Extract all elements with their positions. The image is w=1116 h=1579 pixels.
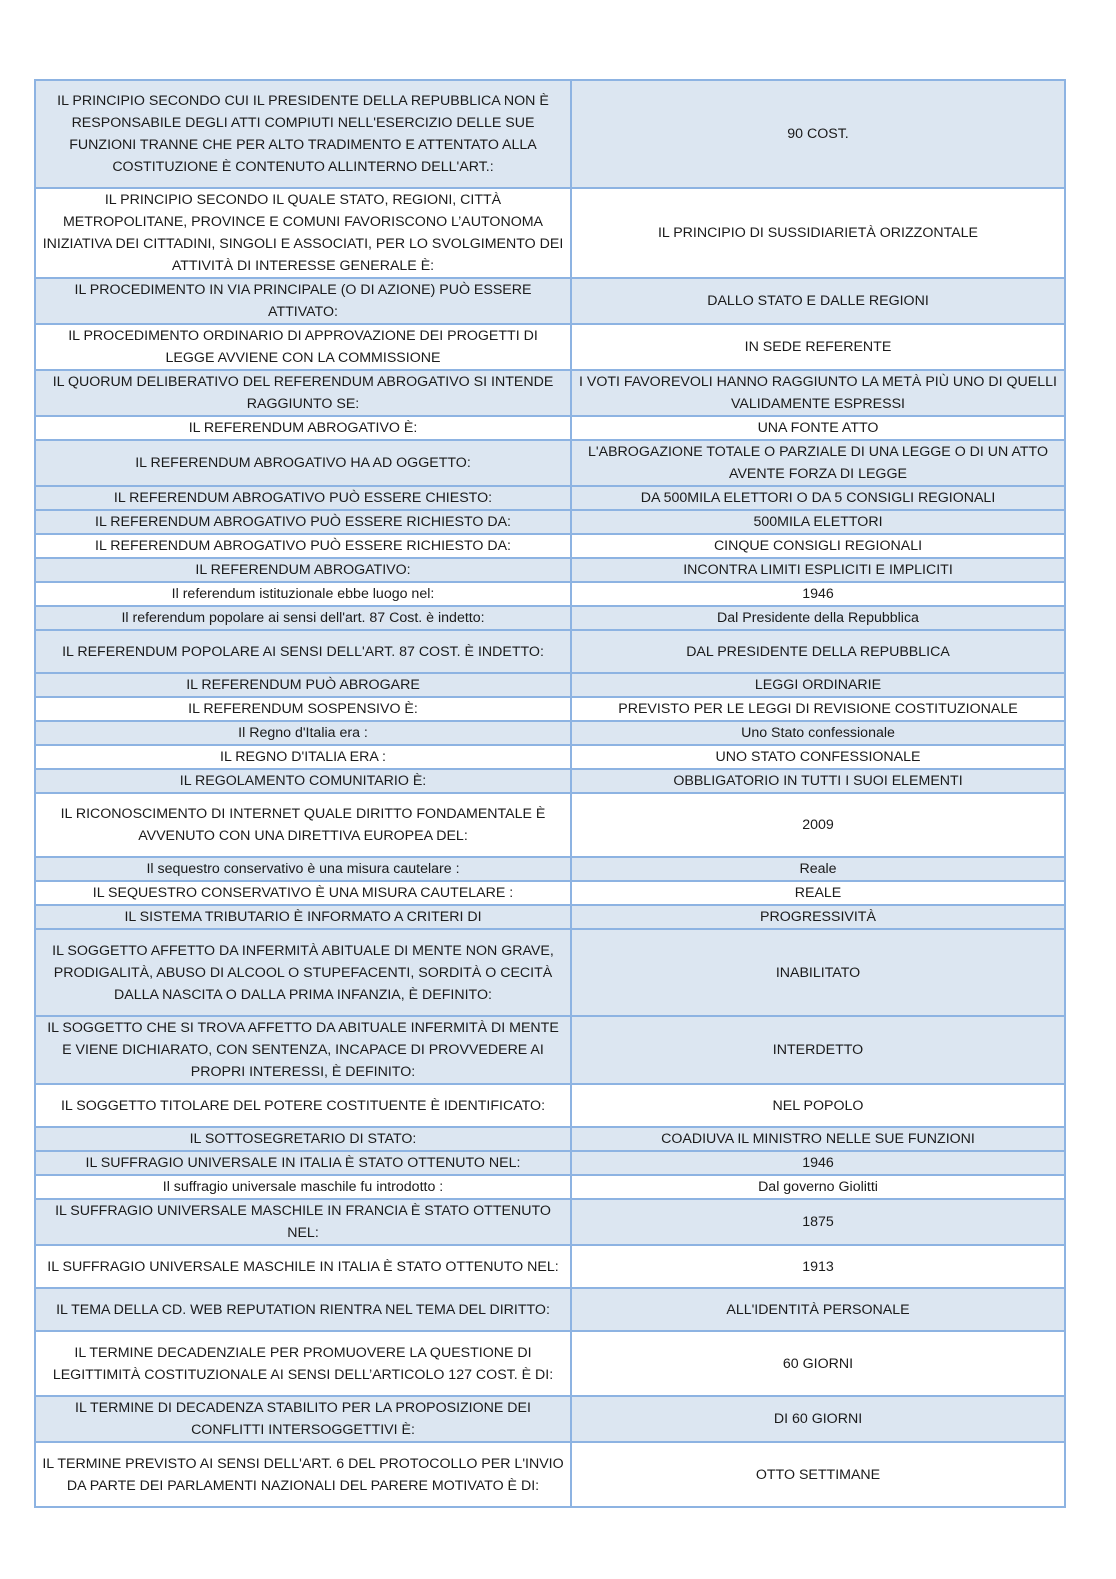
- table-row: [35, 1151, 1065, 1175]
- table-row: [35, 1396, 1065, 1442]
- question-cell: IL REFERENDUM ABROGATIVO PUÒ ESSERE CHIESTO:: [35, 486, 571, 510]
- question-cell: IL REFERENDUM ABROGATIVO È:: [35, 416, 571, 440]
- table-row: [35, 793, 1065, 857]
- table-row: [35, 857, 1065, 881]
- question-cell: IL REFERENDUM PUÒ ABROGARE: [35, 673, 571, 697]
- table-row: [35, 881, 1065, 905]
- answer-cell: 90 COST.: [571, 80, 1065, 188]
- table-row: [35, 416, 1065, 440]
- answer-cell: L'ABROGAZIONE TOTALE O PARZIALE DI UNA LEGGE O DI UN ATTO AVENTE FORZA DI LEGGE: [571, 440, 1065, 486]
- question-cell: IL SUFFRAGIO UNIVERSALE MASCHILE IN FRANCIA È STATO OTTENUTO NEL:: [35, 1199, 571, 1245]
- answer-cell: OBBLIGATORIO IN TUTTI I SUOI ELEMENTI: [571, 769, 1065, 793]
- table-row: [35, 534, 1065, 558]
- answer-cell: REALE: [571, 881, 1065, 905]
- answer-cell: IL PRINCIPIO DI SUSSIDIARIETÀ ORIZZONTALE: [571, 188, 1065, 278]
- answer-cell: 60 GIORNI: [571, 1331, 1065, 1396]
- table-row: [35, 558, 1065, 582]
- table-row: [35, 929, 1065, 1016]
- question-cell: IL REGNO D'ITALIA ERA :: [35, 745, 571, 769]
- table-row: [35, 324, 1065, 370]
- answer-cell: 500MILA ELETTORI: [571, 510, 1065, 534]
- answer-cell: INTERDETTO: [571, 1016, 1065, 1084]
- question-cell: IL PROCEDIMENTO IN VIA PRINCIPALE (O DI AZIONE) PUÒ ESSERE ATTIVATO:: [35, 278, 571, 324]
- question-cell: IL REFERENDUM ABROGATIVO:: [35, 558, 571, 582]
- answer-cell: COADIUVA IL MINISTRO NELLE SUE FUNZIONI: [571, 1127, 1065, 1151]
- answer-cell: Dal governo Giolitti: [571, 1175, 1065, 1199]
- answer-cell: DALLO STATO E DALLE REGIONI: [571, 278, 1065, 324]
- table-row: [35, 1084, 1065, 1127]
- question-cell: IL SOGGETTO AFFETTO DA INFERMITÀ ABITUALE DI MENTE NON GRAVE, PRODIGALITÀ, ABUSO DI ALCOOL O STUPEFACENTI, SORDITÀ O CECITÀ DALLA NASCITA O DALLA PRIMA INFANZIA, È DEFINITO:: [35, 929, 571, 1016]
- answer-cell: Dal Presidente della Repubblica: [571, 606, 1065, 630]
- answer-cell: NEL POPOLO: [571, 1084, 1065, 1127]
- question-cell: IL REFERENDUM ABROGATIVO HA AD OGGETTO:: [35, 440, 571, 486]
- answer-cell: Reale: [571, 857, 1065, 881]
- question-cell: IL PROCEDIMENTO ORDINARIO DI APPROVAZIONE DEI PROGETTI DI LEGGE AVVIENE CON LA COMMISSIONE: [35, 324, 571, 370]
- qa-table: [34, 79, 1066, 1508]
- table-row: [35, 1127, 1065, 1151]
- question-cell: IL TERMINE DI DECADENZA STABILITO PER LA PROPOSIZIONE DEI CONFLITTI INTERSOGGETTIVI È:: [35, 1396, 571, 1442]
- question-cell: IL REFERENDUM ABROGATIVO PUÒ ESSERE RICHIESTO DA:: [35, 534, 571, 558]
- question-cell: Il sequestro conservativo è una misura cautelare :: [35, 857, 571, 881]
- question-cell: IL SOGGETTO CHE SI TROVA AFFETTO DA ABITUALE INFERMITÀ DI MENTE E VIENE DICHIARATO, CON SENTENZA, INCAPACE DI PROVVEDERE AI PROPRI INTERESSI, È DEFINITO:: [35, 1016, 571, 1084]
- answer-cell: DI 60 GIORNI: [571, 1396, 1065, 1442]
- question-cell: IL RICONOSCIMENTO DI INTERNET QUALE DIRITTO FONDAMENTALE È AVVENUTO CON UNA DIRETTIVA EUROPEA DEL:: [35, 793, 571, 857]
- table-row: [35, 745, 1065, 769]
- table-row: [35, 1245, 1065, 1288]
- table-row: [35, 1288, 1065, 1331]
- table-row: [35, 769, 1065, 793]
- question-cell: IL PRINCIPIO SECONDO IL QUALE STATO, REGIONI, CITTÀ METROPOLITANE, PROVINCE E COMUNI FAVORISCONO L’AUTONOMA INIZIATIVA DEI CITTADINI, SINGOLI E ASSOCIATI, PER LO SVOLGIMENTO DEI ATTIVITÀ DI INTERESSE GENERALE È:: [35, 188, 571, 278]
- question-cell: IL TERMINE PREVISTO AI SENSI DELL'ART. 6 DEL PROTOCOLLO PER L'INVIO DA PARTE DEI PARLAMENTI NAZIONALI DEL PARERE MOTIVATO È DI:: [35, 1442, 571, 1507]
- question-cell: IL REFERENDUM ABROGATIVO PUÒ ESSERE RICHIESTO DA:: [35, 510, 571, 534]
- table-row: [35, 278, 1065, 324]
- answer-cell: INABILITATO: [571, 929, 1065, 1016]
- answer-cell: 2009: [571, 793, 1065, 857]
- answer-cell: 1913: [571, 1245, 1065, 1288]
- answer-cell: UNO STATO CONFESSIONALE: [571, 745, 1065, 769]
- answer-cell: INCONTRA LIMITI ESPLICITI E IMPLICITI: [571, 558, 1065, 582]
- question-cell: IL QUORUM DELIBERATIVO DEL REFERENDUM ABROGATIVO SI INTENDE RAGGIUNTO SE:: [35, 370, 571, 416]
- answer-cell: 1946: [571, 582, 1065, 606]
- question-cell: IL SEQUESTRO CONSERVATIVO È UNA MISURA CAUTELARE :: [35, 881, 571, 905]
- question-cell: IL REGOLAMENTO COMUNITARIO È:: [35, 769, 571, 793]
- answer-cell: PROGRESSIVITÀ: [571, 905, 1065, 929]
- table-row: [35, 905, 1065, 929]
- table-row: [35, 1331, 1065, 1396]
- question-cell: Il referendum istituzionale ebbe luogo nel:: [35, 582, 571, 606]
- answer-cell: CINQUE CONSIGLI REGIONALI: [571, 534, 1065, 558]
- question-cell: Il suffragio universale maschile fu introdotto :: [35, 1175, 571, 1199]
- table-row: [35, 370, 1065, 416]
- table-row: [35, 1175, 1065, 1199]
- question-cell: IL PRINCIPIO SECONDO CUI IL PRESIDENTE DELLA REPUBBLICA NON È RESPONSABILE DEGLI ATTI COMPIUTI NELL'ESERCIZIO DELLE SUE FUNZIONI TRANNE CHE PER ALTO TRADIMENTO E ATTENTATO ALLA COSTITUZIONE È CONTENUTO ALLINTERNO DELL'ART.:: [35, 80, 571, 188]
- table-row: [35, 80, 1065, 188]
- question-cell: IL SUFFRAGIO UNIVERSALE IN ITALIA È STATO OTTENUTO NEL:: [35, 1151, 571, 1175]
- answer-cell: I VOTI FAVOREVOLI HANNO RAGGIUNTO LA METÀ PIÙ UNO DI QUELLI VALIDAMENTE ESPRESSI: [571, 370, 1065, 416]
- answer-cell: 1946: [571, 1151, 1065, 1175]
- answer-cell: DAL PRESIDENTE DELLA REPUBBLICA: [571, 630, 1065, 673]
- table-row: [35, 697, 1065, 721]
- table-row: [35, 721, 1065, 745]
- answer-cell: UNA FONTE ATTO: [571, 416, 1065, 440]
- question-cell: IL TEMA DELLA CD. WEB REPUTATION RIENTRA NEL TEMA DEL DIRITTO:: [35, 1288, 571, 1331]
- question-cell: Il Regno d'Italia era :: [35, 721, 571, 745]
- answer-cell: Uno Stato confessionale: [571, 721, 1065, 745]
- table-row: [35, 510, 1065, 534]
- answer-cell: 1875: [571, 1199, 1065, 1245]
- question-cell: IL SOGGETTO TITOLARE DEL POTERE COSTITUENTE È IDENTIFICATO:: [35, 1084, 571, 1127]
- table-row: [35, 673, 1065, 697]
- answer-cell: PREVISTO PER LE LEGGI DI REVISIONE COSTITUZIONALE: [571, 697, 1065, 721]
- table-row: [35, 486, 1065, 510]
- question-cell: IL SOTTOSEGRETARIO DI STATO:: [35, 1127, 571, 1151]
- answer-cell: OTTO SETTIMANE: [571, 1442, 1065, 1507]
- table-row: [35, 606, 1065, 630]
- table-row: [35, 188, 1065, 278]
- table-row: [35, 582, 1065, 606]
- question-cell: IL TERMINE DECADENZIALE PER PROMUOVERE LA QUESTIONE DI LEGITTIMITÀ COSTITUZIONALE AI SENSI DELL’ARTICOLO 127 COST. È DI:: [35, 1331, 571, 1396]
- question-cell: Il referendum popolare ai sensi dell'art. 87 Cost. è indetto:: [35, 606, 571, 630]
- answer-cell: IN SEDE REFERENTE: [571, 324, 1065, 370]
- answer-cell: LEGGI ORDINARIE: [571, 673, 1065, 697]
- table-row: [35, 1199, 1065, 1245]
- answer-cell: DA 500MILA ELETTORI O DA 5 CONSIGLI REGIONALI: [571, 486, 1065, 510]
- table-row: [35, 1442, 1065, 1507]
- question-cell: IL REFERENDUM SOSPENSIVO È:: [35, 697, 571, 721]
- table-row: [35, 630, 1065, 673]
- question-cell: IL REFERENDUM POPOLARE AI SENSI DELL'ART. 87 COST. È INDETTO:: [35, 630, 571, 673]
- question-cell: IL SUFFRAGIO UNIVERSALE MASCHILE IN ITALIA È STATO OTTENUTO NEL:: [35, 1245, 571, 1288]
- table-row: [35, 1016, 1065, 1084]
- answer-cell: ALL'IDENTITÀ PERSONALE: [571, 1288, 1065, 1331]
- table-row: [35, 440, 1065, 486]
- question-cell: IL SISTEMA TRIBUTARIO È INFORMATO A CRITERI DI: [35, 905, 571, 929]
